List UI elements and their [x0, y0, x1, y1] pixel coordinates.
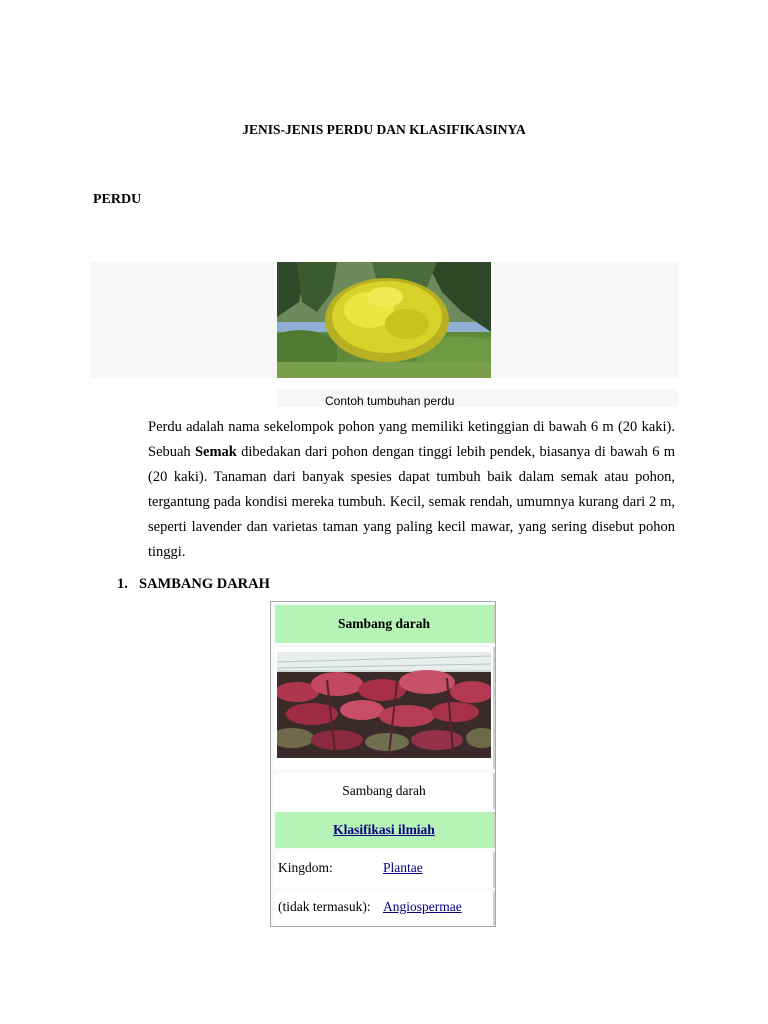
taxobox	[270, 601, 496, 927]
paragraph-text-2: dibedakan dari pohon dengan tinggi lebih pendek, biasanya di bawah 6 m (20 kaki). Tanaman dari banyak spesies dapat tumbuh baik dalam semak atau pohon, tergantung pada kondisi mereka tumbuh. Kecil, semak rendah, umumnya kurang dari 2 m, seperti lavender dan varietas taman yang paling kecil mawar, yang sering disebut pohon tinggi.	[148, 444, 675, 560]
taxobox-image-caption	[275, 773, 495, 809]
list-heading-sambang-darah	[117, 576, 270, 593]
shrub-photo	[277, 262, 491, 378]
taxobox-caption-text: Sambang darah	[342, 783, 426, 798]
taxobox-key: (tidak termasuk):	[278, 899, 371, 914]
taxobox-classification-header	[275, 812, 495, 848]
klasifikasi-ilmiah-link[interactable]: Klasifikasi ilmiah	[333, 822, 435, 837]
taxobox-image-cell	[275, 647, 495, 769]
section-heading-perdu: PERDU	[93, 192, 142, 207]
plantae-link[interactable]: Plantae	[383, 860, 423, 875]
taxobox-title	[275, 605, 495, 643]
sambang-darah-photo	[277, 652, 491, 758]
figure-caption: Contoh tumbuhan perdu	[325, 394, 455, 408]
taxobox-key: Kingdom:	[278, 860, 333, 875]
body-paragraph	[148, 415, 675, 565]
angiospermae-link[interactable]: Angiospermae	[383, 899, 462, 914]
paragraph-text-1: Perdu adalah nama sekelompok pohon yang memiliki ketinggian di bawah 6 m (20 kaki). Sebuah	[148, 419, 675, 460]
taxobox-row-kingdom	[275, 852, 495, 888]
list-number: 1.	[117, 576, 128, 592]
paragraph-bold-term: Semak	[194, 444, 237, 460]
document-title: JENIS-JENIS PERDU DAN KLASIFIKASINYA	[242, 122, 526, 137]
taxobox-title-text: Sambang darah	[338, 616, 430, 631]
list-label: SAMBANG DARAH	[139, 576, 270, 592]
taxobox-row-unranked	[275, 891, 495, 925]
